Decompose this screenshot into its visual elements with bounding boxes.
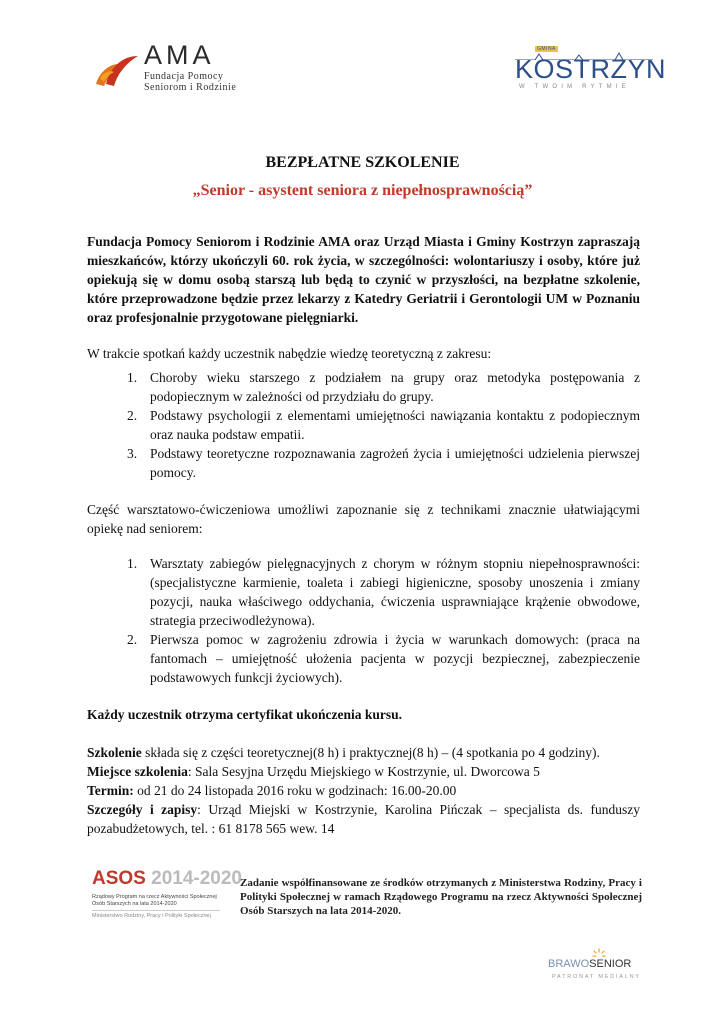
asos-name: ASOS (92, 868, 146, 889)
brawo-word2: SENIOR (589, 958, 632, 970)
theory-list (127, 368, 640, 482)
list-item (127, 554, 640, 630)
list-number: 2. (127, 408, 138, 423)
list-item (127, 630, 640, 687)
place-line (87, 762, 640, 781)
list-number: 1. (127, 556, 138, 571)
list-item-text: Podstawy psychologii z elementami umiejętności nawiązania kontaktu z podopiecznym oraz nauka podstaw empatii. (150, 408, 640, 442)
kostrzyn-badge: GMINA (537, 46, 556, 52)
term-label: Termin: (87, 783, 134, 798)
list-item (127, 444, 640, 482)
list-number: 2. (127, 632, 138, 647)
list-item-text: Pierwsza pomoc w zagrożeniu zdrowia i życia w warunkach domowych: (praca na fantomach – umiejętność ułożenia pacjenta w pozycji bezpiecznej, zabezpieczenie podstawowych funkcji życiowych). (150, 632, 640, 685)
contact-label: Szczegóły i zapisy (87, 802, 198, 817)
term-text: od 21 do 24 listopada 2016 roku w godzinach: 16.00-20.00 (133, 783, 457, 798)
list-item (127, 406, 640, 444)
document-title: BEZPŁATNE SZKOLENIE (265, 154, 460, 171)
intro-paragraph: Fundacja Pomocy Seniorom i Rodzinie AMA oraz Urząd Miasta i Gminy Kostrzyn zapraszają mieszkańców, którzy ukończyli 60. rok życia, w szczególności: wolontariuszy i osoby, które już opiekują się w domu osobą starszą lub będą to czynić w przyszłości, na bezpłatne szkolenie, które przeprowadzone będzie przez lekarzy z Katedry Geriatrii i Gerontologii UM w Poznaniu oraz profesjonalnie przygotowane pielęgniarki. (87, 234, 640, 325)
list-item-text: Choroby wieku starszego z podziałem na grupy oraz metodyka postępowania z podopiecznym w zależności od przydziału do grupy. (150, 370, 640, 404)
brawo-senior-logo (548, 950, 648, 990)
asos-line2: Osób Starszych na lata 2014-2020 (92, 901, 177, 907)
certificate-note: Każdy uczestnik otrzyma certyfikat ukończenia kursu. (87, 707, 402, 722)
place-text: : Sala Sesyjna Urzędu Miejskiego w Kostrzynie, ul. Dworcowa 5 (187, 764, 540, 779)
list-item-text: Warsztaty zabiegów pielęgnacyjnych z chorym w różnym stopniu niepełnosprawności: (specjalistyczne karmienie, toaleta i zabiegi higieniczne, sposoby unoszenia i zmiany pozycji, nauka właściwego oddychania, ćwiczenia usprawniające krążenie obwodowe, strategia przeciwodleżynowa). (150, 556, 640, 628)
list-item-text: Podstawy teoretyczne rozpoznawania zagrożeń życia i umiejętności udzielenia pierwszej pomocy. (150, 446, 640, 480)
ama-logo-line2: Seniorom i Rodzinie (144, 82, 237, 93)
term-line (87, 781, 640, 800)
document-subtitle: „Senior - asystent seniora z niepełnosprawnością” (192, 182, 533, 199)
asos-divider (92, 910, 220, 911)
list-number: 3. (127, 446, 138, 461)
asos-ministry: Ministerstwo Rodziny, Pracy i Polityki Społecznej (92, 913, 211, 919)
kostrzyn-logo (515, 44, 667, 94)
brawo-wordmark (548, 958, 631, 970)
brawo-word1: BRAWO (548, 958, 590, 970)
list-number: 1. (127, 370, 138, 385)
schedule-text: składa się z części teoretycznej(8 h) i praktycznej(8 h) – (4 spotkania po 4 godziny). (141, 745, 600, 760)
ama-leaf-icon (94, 44, 140, 88)
place-label: Miejsce szkolenia (87, 764, 188, 779)
kostrzyn-tagline: W TWOIM RYTMIE (519, 84, 630, 90)
ama-logo-line1: Fundacja Pomocy (144, 71, 224, 82)
schedule-label: Szkolenie (87, 745, 142, 760)
ama-logo-title: AMA (144, 40, 215, 70)
theory-intro: W trakcie spotkań każdy uczestnik nabędzie wiedzę teoretyczną z zakresu: (87, 346, 492, 361)
kostrzyn-name: KOSTRZYN (515, 54, 667, 84)
contact-line (87, 800, 640, 838)
workshop-intro: Część warsztatowo-ćwiczeniowa umożliwi zapoznanie się z technikami znacznie ułatwiającymi opiekę nad seniorem: (87, 502, 640, 536)
asos-years: 2014-2020 (151, 868, 243, 889)
asos-line1: Rządowy Program na rzecz Aktywności Społecznej (92, 894, 217, 900)
asos-brand (92, 868, 242, 890)
ama-foundation-logo (94, 40, 264, 92)
schedule-line (87, 743, 640, 762)
funding-note: Zadanie współfinansowane ze środków otrzymanych z Ministerstwa Rodziny, Pracy i Polityki Społecznej w ramach Rządowego Programu na rzecz Aktywności Społecznej Osób Starszych na lata 2014-2020. (240, 877, 642, 917)
asos-logo (92, 868, 243, 928)
brawo-tagline: PATRONAT MEDIALNY (552, 974, 641, 980)
workshop-list (127, 554, 640, 687)
list-item (127, 368, 640, 406)
contact-text: : Urząd Miejski w Kostrzynie, Karolina Pińczak – specjalista ds. funduszy pozabudżetowych, tel. : 61 8178 565 wew. 14 (87, 802, 640, 836)
training-details (87, 743, 640, 838)
